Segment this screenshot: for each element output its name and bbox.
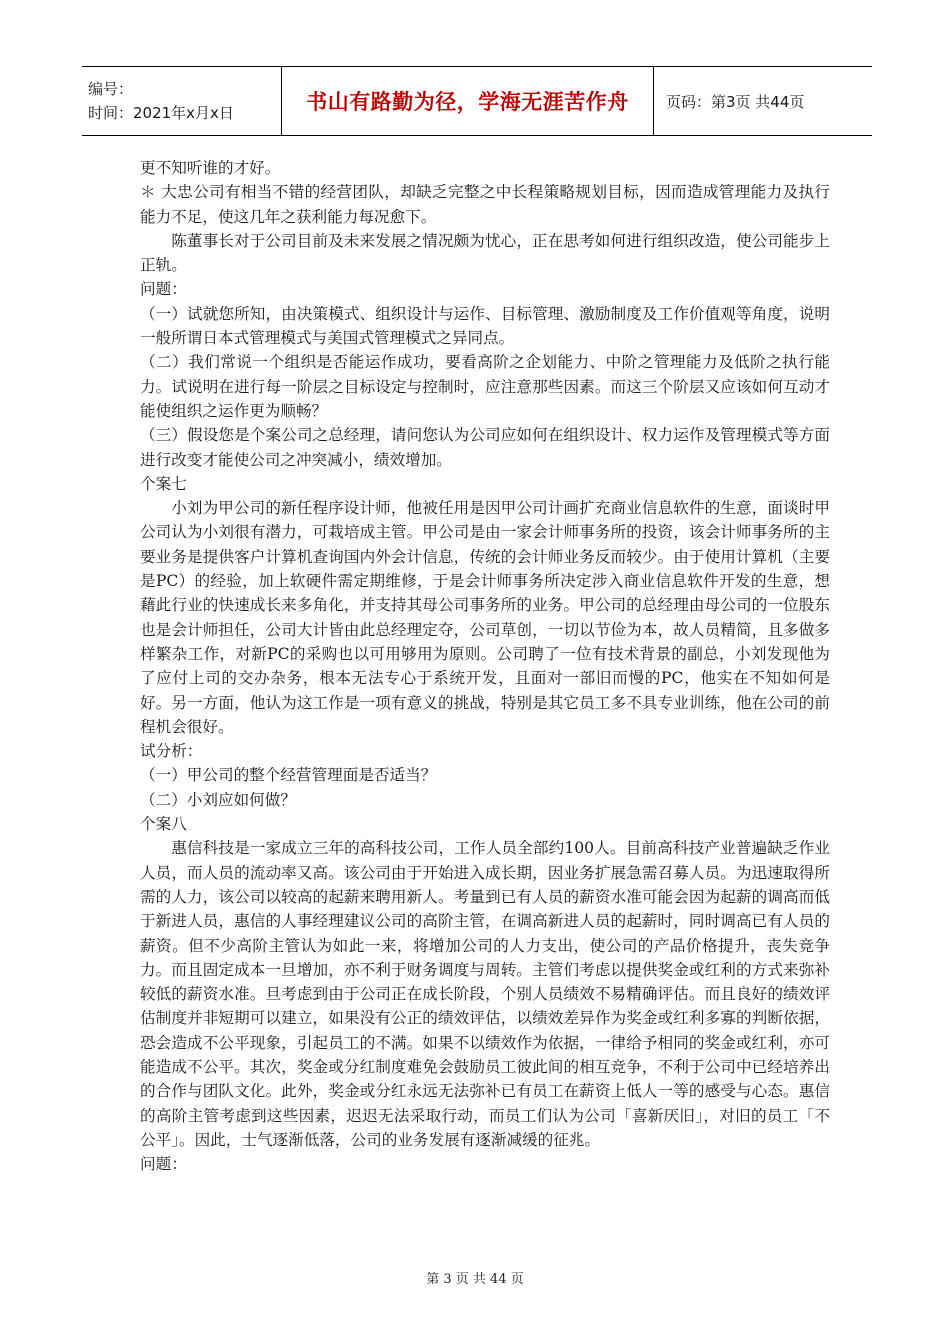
paragraph: 陈董事长对于公司目前及未来发展之情况颇为忧心，正在思考如何进行组织改造，使公司能步上正轨。 bbox=[140, 231, 830, 275]
case-heading: 个案七 bbox=[140, 474, 187, 493]
document-body bbox=[140, 156, 830, 1176]
case-heading: 个案八 bbox=[140, 815, 187, 834]
question-item: （二）小刘应如何做？ bbox=[140, 790, 296, 809]
question-item: （二）我们常说一个组织是否能运作成功，要看高阶之企划能力、中阶之管理能力及低阶之执行能力。试说明在进行每一阶层之目标设定与控制时，应注意那些因素。而这三个阶层又应该如何互动才能使组织之运作更为顺畅？ bbox=[140, 353, 830, 420]
question-item: （一）试就您所知，由决策模式、组织设计与运作、目标管理、激励制度及工作价值观等角度，说明一般所谓日本式管理模式与美国式管理模式之异同点。 bbox=[140, 304, 830, 348]
page-header bbox=[82, 66, 872, 136]
section-label-analysis: 试分析： bbox=[140, 742, 203, 761]
header-motto: 书山有路勤为径，学海无涯苦作舟 bbox=[282, 67, 654, 135]
document-number-label: 编号： bbox=[88, 80, 134, 98]
case-paragraph: 小刘为甲公司的新任程序设计师，他被任用是因甲公司计画扩充商业信息软件的生意，面谈时甲公司认为小刘很有潜力，可栽培成主管。甲公司是由一家会计师事务所的投资，该会计师事务所的主要业务是提供客户计算机查询国内外会计信息，传统的会计师业务反而较少。由于使用计算机（主要是PC）的经验，加上软硬件需定期维修，于是会计师事务所决定涉入商业信息软件开发的生意，想藉此行业的快速成长来多角化，并支持其母公司事务所的业务。甲公司的总经理由母公司的一位股东也是会计师担任，公司大计皆由此总经理定夺，公司草创，一切以节俭为本，故人员精简，且多做多样繁杂工作，对新PC的采购也以可用够用为原则。公司聘了一位有技术背景的副总，小刘发现他为了应付上司的交办杂务，根本无法专心于系统开发，且面对一部旧而慢的PC，他实在不知如何是好。另一方面，他认为这工作是一项有意义的挑战，特别是其它员工多不具专业训练，他在公司的前程机会很好。 bbox=[140, 499, 830, 736]
bullet-paragraph: ＊ 大忠公司有相当不错的经营团队，却缺乏完整之中长程策略规划目标，因而造成管理能力及执行能力不足，使这几年之获利能力每况愈下。 bbox=[140, 183, 830, 226]
page-footer: 第 3 页 共 44 页 bbox=[426, 1272, 524, 1287]
paragraph: 更不知听谁的才好。 bbox=[140, 159, 281, 177]
case-paragraph: 惠信科技是一家成立三年的高科技公司，工作人员全部约100人。目前高科技产业普遍缺乏作业人员，而人员的流动率又高。该公司由于开始进入成长期，因业务扩展急需召募人员。为迅速取得所需的人力，该公司以较高的起薪来聘用新人。考量到已有人员的薪资水准可能会因为起薪的调高而低于新进人员，惠信的人事经理建议公司的高阶主管，在调高新进人员的起薪时，同时调高已有人员的薪资。但不少高阶主管认为如此一来，将增加公司的人力支出，使公司的产品价格提升，丧失竞争力。而且固定成本一旦增加，亦不利于财务调度与周转。主管们考虑以提供奖金或红利的方式来弥补较低的薪资水准。旦考虑到由于公司正在成长阶段，个别人员绩效不易精确评估。而且良好的绩效评估制度并非短期可以建立，如果没有公正的绩效评估，以绩效差异作为奖金或红利多寡的判断依据，恐会造成不公平现象，引起员工的不满。如果不以绩效作为依据，一律给予相同的奖金或红利，亦可能造成不公平。其次，奖金或分红制度难免会鼓励员工彼此间的相互竞争，不利于公司中已经培养出的合作与团队文化。此外，奖金或分红永远无法弥补已有员工在薪资上低人一等的感受与心态。惠信的高阶主管考虑到这些因素，迟迟无法采取行动，而员工们认为公司「喜新厌旧」，对旧的员工「不公平」。因此，士气逐渐低落，公司的业务发展有逐渐减缓的征兆。 bbox=[140, 839, 830, 1149]
section-label-questions: 问题： bbox=[140, 280, 187, 299]
question-item: （一）甲公司的整个经营管理面是否适当？ bbox=[140, 766, 437, 785]
section-label-questions: 问题： bbox=[140, 1155, 187, 1174]
question-item: （三）假设您是个案公司之总经理，请问您认为公司应如何在组织设计、权力运作及管理模式等方面进行改变才能使公司之冲突减小，绩效增加。 bbox=[140, 426, 830, 469]
document-date: 时间：2021年x月x日 bbox=[88, 104, 234, 122]
header-page-info: 页码：第3页 共44页 bbox=[666, 92, 805, 111]
header-meta bbox=[82, 67, 282, 135]
